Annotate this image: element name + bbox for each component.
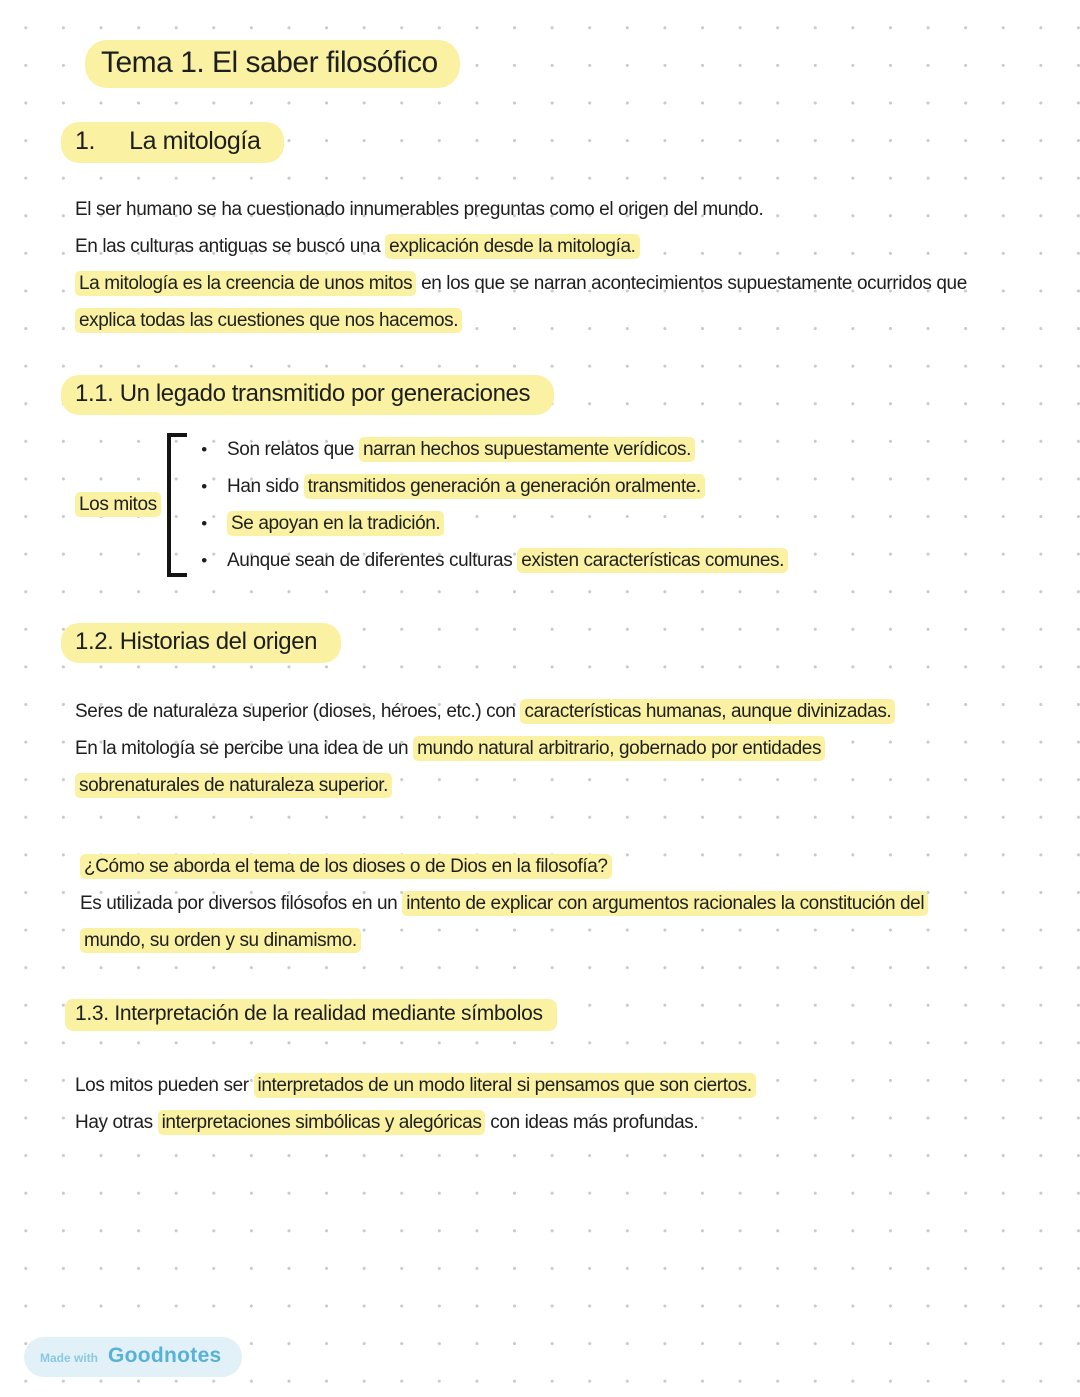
text-line	[80, 885, 1010, 922]
plain-text: Seres de naturaleza superior (dioses, héroes, etc.) con	[75, 701, 521, 722]
highlighted-text: transmitidos generación a generación oralmente.	[304, 474, 705, 499]
highlighted-text: intento de explicar con argumentos racionales la constitución del	[402, 891, 928, 916]
section-1-heading	[61, 122, 284, 163]
text-line	[80, 922, 1010, 959]
mitos-bracket-group	[75, 431, 1010, 579]
goodnotes-badge[interactable]	[24, 1337, 242, 1377]
bracket-label-text: Los mitos	[75, 492, 161, 517]
highlighted-text: características humanas, aunque divinizadas.	[520, 699, 895, 724]
bullet-text	[227, 431, 695, 468]
bullet-text	[227, 505, 444, 542]
highlighted-text: interpretaciones simbólicas y alegóricas	[158, 1110, 486, 1135]
section-1-3-heading-row	[75, 999, 1010, 1031]
plain-text: El ser humano se ha cuestionado innumerables preguntas como el origen del mundo.	[75, 199, 764, 220]
highlighted-text: La mitología es la creencia de unos mitos	[75, 271, 416, 296]
bullet-item	[195, 468, 788, 505]
section-1-3-paragraph	[75, 1067, 1010, 1141]
mitos-bullet-list	[195, 431, 788, 579]
bullet-dot: •	[201, 550, 207, 570]
text-line	[75, 1067, 1010, 1104]
highlighted-text: mundo natural arbitrario, gobernado por entidades	[413, 736, 825, 761]
highlighted-text: sobrenaturales de naturaleza superior.	[75, 773, 392, 798]
section-1-paragraph	[75, 191, 1010, 339]
plain-text: Es utilizada por diversos filósofos en un	[80, 893, 403, 914]
highlighted-text: mundo, su orden y su dinamismo.	[80, 928, 361, 953]
highlighted-text: Se apoyan en la tradición.	[227, 511, 444, 536]
highlighted-text: explicación desde la mitología.	[385, 234, 639, 259]
section-1-heading-row	[75, 122, 1010, 163]
made-with-label: Made with	[40, 1351, 99, 1365]
text-line	[75, 1104, 1010, 1141]
bracket-label	[75, 494, 167, 516]
philosophy-question-block	[75, 848, 1010, 959]
section-1-2-heading: 1.2. Historias del origen	[61, 623, 341, 663]
highlighted-text: ¿Cómo se aborda el tema de los dioses o de Dios en la filosofía?	[80, 854, 612, 879]
section-1-1-heading: 1.1. Un legado transmitido por generaciones	[61, 375, 554, 415]
text-line	[75, 730, 1010, 767]
section-1-1-heading-row	[75, 375, 1010, 415]
bullet-item	[195, 431, 788, 468]
bullet-item	[195, 542, 788, 579]
section-1-number: 1.	[75, 127, 96, 155]
plain-text: Han sido	[227, 476, 304, 497]
bullet-dot: •	[201, 513, 207, 533]
plain-text: En la mitología se percibe una idea de un	[75, 738, 414, 759]
section-1-2-paragraph	[75, 693, 1010, 804]
bracket-shape	[167, 433, 187, 577]
plain-text: Son relatos que	[227, 439, 359, 460]
plain-text: en los que se narran acontecimientos supuestamente ocurridos que	[416, 273, 967, 294]
text-line	[75, 302, 1010, 339]
plain-text: Aunque sean de diferentes culturas	[227, 550, 518, 571]
highlighted-text: interpretados de un modo literal si pensamos que son ciertos.	[254, 1073, 756, 1098]
bullet-dot: •	[201, 439, 207, 459]
bullet-item	[195, 505, 788, 542]
text-line	[75, 693, 1010, 730]
highlighted-text: explica todas las cuestiones que nos hacemos.	[75, 308, 462, 333]
plain-text: con ideas más profundas.	[485, 1112, 699, 1133]
plain-text: Hay otras	[75, 1112, 158, 1133]
text-line	[80, 848, 1010, 885]
bullet-text	[227, 468, 705, 505]
section-1-label: La mitología	[129, 127, 261, 155]
plain-text: En las culturas antiguas se buscó una	[75, 236, 386, 257]
highlighted-text: narran hechos supuestamente verídicos.	[359, 437, 695, 462]
section-1-2-heading-row	[75, 623, 1010, 663]
text-line	[75, 191, 1010, 228]
text-line	[75, 767, 1010, 804]
text-line	[75, 265, 1010, 302]
plain-text: Los mitos pueden ser	[75, 1075, 254, 1096]
page-title: Tema 1. El saber filosófico	[85, 40, 460, 88]
bullet-dot: •	[201, 476, 207, 496]
highlighted-text: existen características comunes.	[517, 548, 788, 573]
text-line	[75, 228, 1010, 265]
section-1-3-heading: 1.3. Interpretación de la realidad mediante símbolos	[65, 999, 557, 1031]
page-title-row	[75, 40, 1010, 88]
goodnotes-logo: Goodnotes	[108, 1344, 222, 1367]
bullet-text	[227, 542, 788, 579]
